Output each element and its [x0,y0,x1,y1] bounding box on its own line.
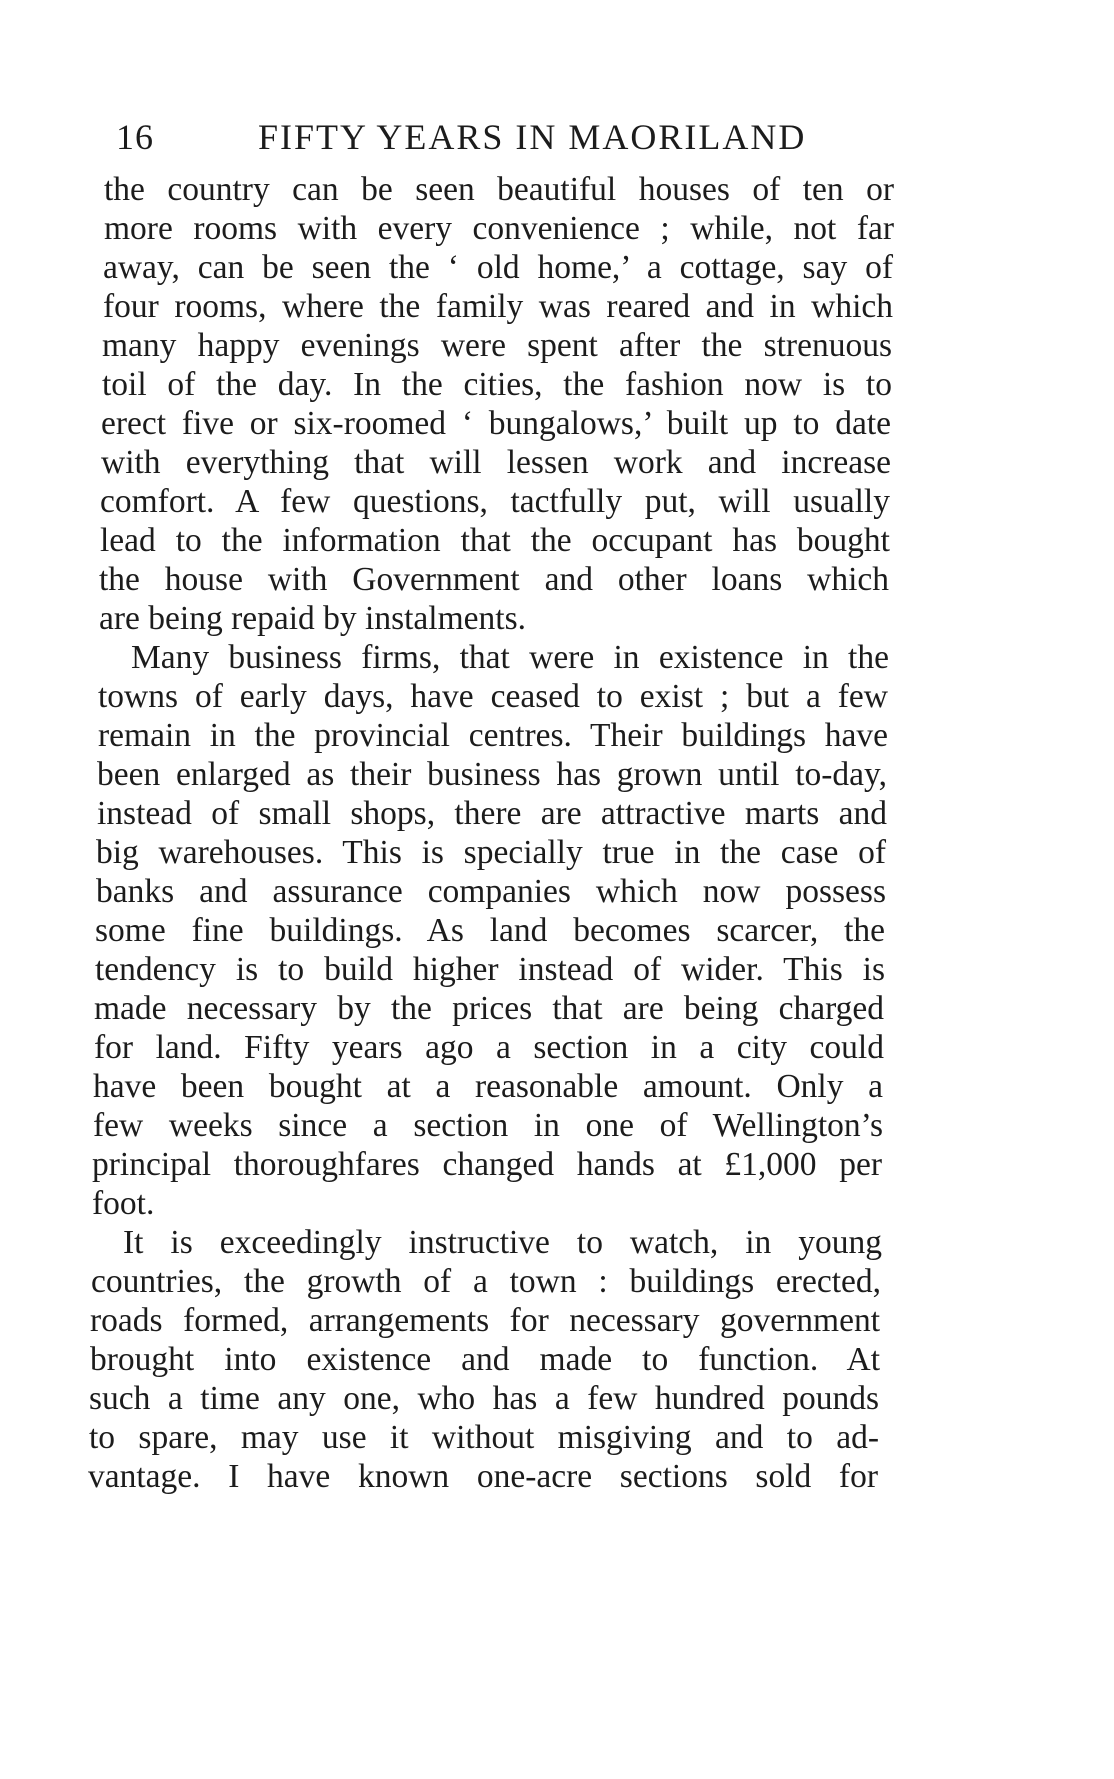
text-line [0,831,1114,875]
text-line [0,1260,1114,1304]
text-line-content: towns of early days, have ceased to exist ; but a few [98,678,888,715]
text-line [0,1065,1114,1109]
text-line-content: instead of small shops, there are attractive marts and [97,795,887,832]
text-line [0,402,1114,446]
text-line-content: have been bought at a reasonable amount. Only a [93,1068,883,1105]
text-line [0,1104,1114,1148]
text-line-content: comfort. A few questions, tactfully put, will usually [100,483,890,520]
text-line-content: It is exceedingly instructive to watch, in young [123,1224,882,1261]
text-line [0,792,1114,836]
text-line [0,753,1114,797]
text-line-content: tendency is to build higher instead of wider. This is [95,951,885,988]
text-line-content: been enlarged as their business has grown until to-day, [97,756,887,793]
text-line [0,636,1114,680]
text-line-content: for land. Fifty years ago a section in a city could [94,1029,884,1066]
text-line-content: banks and assurance companies which now possess [96,873,886,910]
text-line [0,207,1114,251]
text-line-content: lead to the information that the occupant has bought [100,522,890,559]
text-line [0,558,1114,602]
text-line-content: few weeks since a section in one of Wellington’s [93,1107,883,1144]
text-line-content: principal thoroughfares changed hands at £1,000 per [92,1146,882,1183]
text-line [0,909,1114,953]
text-line [0,441,1114,485]
text-line-content: more rooms with every convenience ; while, not far [104,210,894,247]
running-head [116,112,996,162]
text-line [0,1377,1114,1421]
text-line-content: many happy evenings were spent after the strenuous [102,327,892,364]
text-line-content: big warehouses. This is specially true in the case of [96,834,886,871]
text-line [0,480,1114,524]
text-line [0,870,1114,914]
text-line [0,1416,1114,1460]
text-line-content: made necessary by the prices that are being charged [94,990,884,1027]
text-line [0,363,1114,407]
text-line-content: roads formed, arrangements for necessary government [90,1302,880,1339]
text-line [0,1026,1114,1070]
text-line [0,1455,1114,1499]
text-line [0,324,1114,368]
text-line [0,246,1114,290]
text-line-content: away, can be seen the ‘ old home,’ a cottage, say of [103,249,893,286]
text-line [0,987,1114,1031]
text-line-content: with everything that will lessen work and increase [101,444,891,481]
text-line [0,948,1114,992]
page-number: 16 [116,117,154,157]
text-line [0,1338,1114,1382]
text-line-content: toil of the day. In the cities, the fashion now is to [102,366,892,403]
text-line-content: to spare, may use it without misgiving and to ad- [89,1419,879,1456]
text-line-content: the country can be seen beautiful houses of ten or [104,171,894,208]
text-line-content: such a time any one, who has a few hundred pounds [89,1380,879,1417]
text-line-content: countries, the growth of a town : buildings erected, [91,1263,881,1300]
text-line-content: Many business firms, that were in existence in the [131,639,889,676]
text-line-content: four rooms, where the family was reared and in which [103,288,893,325]
text-line [0,519,1114,563]
text-line-content: some fine buildings. As land becomes scarcer, the [95,912,885,949]
text-line [0,714,1114,758]
book-title: FIFTY YEARS IN MAORILAND [258,117,807,157]
text-line-content: remain in the provincial centres. Their buildings have [98,717,888,754]
text-line-content: brought into existence and made to function. At [90,1341,880,1378]
text-line-content: the house with Government and other loans which [99,561,889,598]
text-line-content: are being repaid by instalments. [99,600,526,637]
text-line [0,1221,1114,1265]
text-line-content: vantage. I have known one-acre sections sold for [88,1458,878,1495]
text-line [0,1143,1114,1187]
text-line [0,597,1114,641]
text-line [0,1182,1114,1226]
text-line-content: foot. [92,1185,155,1222]
text-line [0,675,1114,719]
text-line [0,285,1114,329]
text-line-content: erect five or six-roomed ‘ bungalows,’ built up to date [101,405,891,442]
text-line [0,1299,1114,1343]
text-line [0,168,1114,212]
